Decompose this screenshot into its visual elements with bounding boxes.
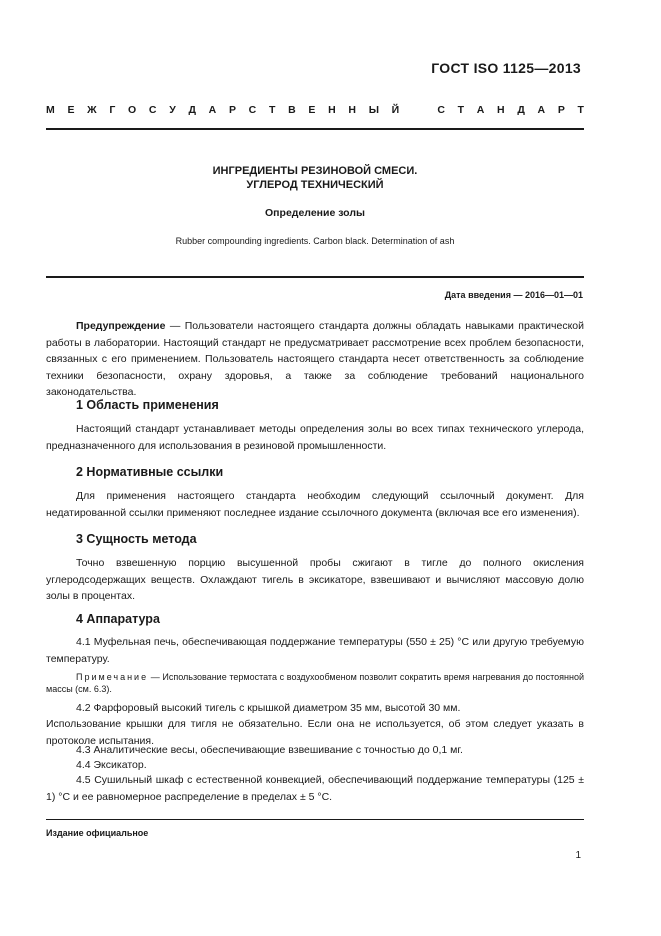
clause-4-3: 4.3 Аналитические весы, обеспечивающие взвешивание с точностью до 0,1 мг. (76, 744, 463, 756)
clause-4-2: 4.2 Фарфоровый высокий тигель с крышкой диаметром 35 мм, высотой 30 мм. (76, 702, 461, 714)
title-line-1: ИНГРЕДИЕНТЫ РЕЗИНОВОЙ СМЕСИ. (212, 165, 418, 177)
section-3-heading: 3 Сущность метода (76, 532, 197, 546)
standard-kind-letter: У (169, 104, 176, 116)
standard-kind-letter: А (208, 104, 217, 116)
footer-rule (46, 819, 584, 820)
standard-kind-letter: С (248, 104, 257, 116)
warning-label: Предупреждение (76, 320, 166, 332)
section-1-heading: 1 Область применения (76, 398, 219, 412)
section-1-text: Настоящий стандарт устанавливает методы определения золы во всех типах технического углерода, предназначенного для использования в резиновой промышленности. (46, 423, 584, 452)
section-2-heading: 2 Нормативные ссылки (76, 465, 224, 479)
clause-4-1: 4.1 Муфельная печь, обеспечивающая поддержание температуры (550 ± 25) °С или другую требуемую температуру. (46, 636, 584, 665)
standard-kind-letter: Т (577, 104, 584, 116)
standard-kind-letter: Н (348, 104, 356, 116)
english-title: Rubber compounding ingredients. Carbon black. Determination of ash (175, 236, 455, 246)
standard-kind-letter: Д (188, 104, 196, 116)
clause-4-4: 4.4 Эксикатор. (76, 759, 147, 771)
standard-kind-letter: Г (109, 104, 116, 116)
standard-kind-letter: Д (517, 104, 525, 116)
effective-date: Дата введения — 2016—01—01 (444, 290, 583, 300)
standard-kind-letter: С (148, 104, 157, 116)
standard-kind-letter: Т (268, 104, 276, 116)
clause-4-5: 4.5 Сушильный шкаф с естественной конвекцией, обеспечивающий поддержание температуры (125 ± 1) °С и ее равномерное распределение в пределах ± 5 °С. (46, 774, 584, 803)
standard-kind-letter: В (288, 104, 296, 116)
standard-kind-letter: Ж (87, 104, 97, 116)
note-label: Примечание (76, 672, 149, 682)
clause-4-2-note: Использование крышки для тигля не обязательно. Если она не используется, об этом следует указать в протоколе испытания. (46, 718, 584, 747)
standard-kind-letter: С (437, 104, 445, 116)
section-3-text: Точно взвешенную порцию высушенной пробы сжигают в тигле до полного окисления углеродсодержащих веществ. Охлаждают тигель в эксикаторе, взвешивают и вычисляют массовую долю золы в процентах. (46, 557, 584, 602)
standard-kind-letter: А (476, 104, 485, 116)
section-4-heading: 4 Аппаратура (76, 612, 160, 626)
standard-kind-letter: Е (67, 104, 75, 116)
standard-kind-letter: Р (557, 104, 565, 116)
standard-kind-letter: Н (497, 104, 505, 116)
standard-kind-letter: Р (228, 104, 236, 116)
page-number: 1 (575, 850, 581, 861)
title-rule (46, 276, 584, 278)
warning-text: — Пользователи настоящего стандарта должны обладать навыками практической работы в лаборатории. Настоящий стандарт не предусматривает рассмотрение всех проблем безопасности, связанных с его применением. Пользователь настоящего стандарта несет ответственность за соблюдение техники безопасности, охрану здоровья, а также за соблюдение требований национального законодательства. (46, 320, 584, 398)
standard-kind-letter: Н (328, 104, 336, 116)
note-4-1 (46, 671, 584, 695)
standard-kind (46, 104, 584, 116)
title-line-2: УГЛЕРОД ТЕХНИЧЕСКИЙ (246, 179, 384, 191)
standard-kind-letter: А (537, 104, 546, 116)
standard-kind-letter: М (46, 104, 55, 116)
standard-kind-letter: Т (457, 104, 465, 116)
edition-label: Издание официальное (46, 828, 149, 838)
standard-kind-letter: Ы (368, 104, 379, 116)
standard-kind-letter: Е (308, 104, 316, 116)
note-text: — Использование термостата с воздухообменом позволит сократить время нагревания до постоянной массы (см. 6.3). (46, 672, 584, 694)
top-rule (46, 128, 584, 130)
warning-paragraph (46, 318, 584, 401)
document-title (46, 164, 584, 192)
standard-kind-letter: О (128, 104, 137, 116)
section-2-text: Для применения настоящего стандарта необходим следующий ссылочный документ. Для недатированной ссылки применяют последнее издание ссылочного документа (включая все его изменения). (46, 490, 584, 519)
document-subtitle: Определение золы (265, 207, 365, 219)
standard-kind-letter: Й (391, 104, 400, 116)
standard-code: ГОСТ ISO 1125—2013 (431, 60, 581, 76)
